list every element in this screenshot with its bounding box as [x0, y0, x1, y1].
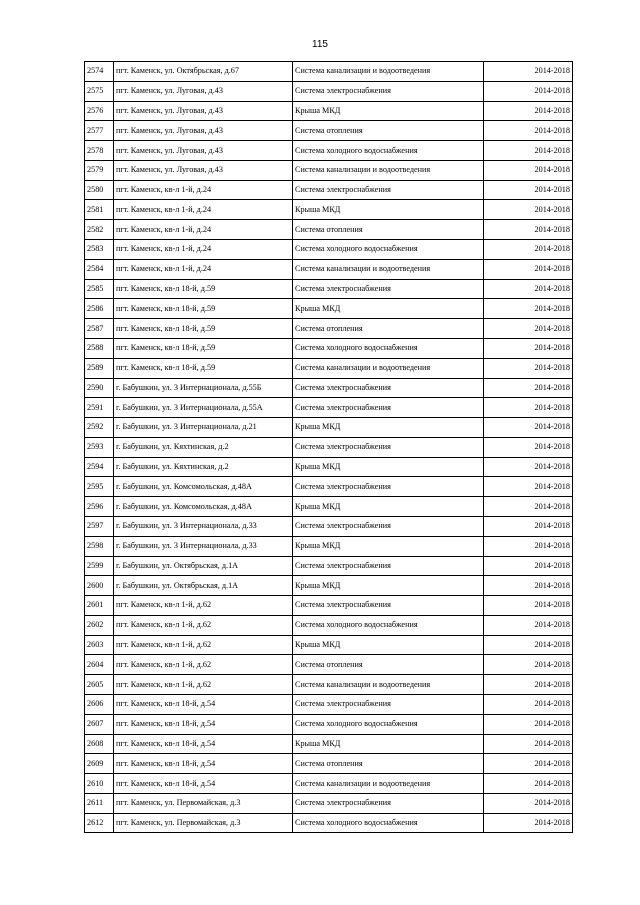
period-cell: 2014-2018 [484, 81, 573, 101]
address-cell: пгт. Каменск, кв-л 1-й, д.62 [114, 615, 293, 635]
address-cell: г. Бабушкин, ул. 3 Интернационала, д.33 [114, 516, 293, 536]
table-row [85, 576, 573, 596]
period-cell: 2014-2018 [484, 200, 573, 220]
period-cell: 2014-2018 [484, 774, 573, 794]
row-number: 2575 [85, 81, 114, 101]
table-row [85, 635, 573, 655]
system-cell: Система электроснабжения [293, 437, 484, 457]
table-row [85, 141, 573, 161]
table-row [85, 259, 573, 279]
page-number: 115 [312, 39, 328, 50]
address-cell: г. Бабушкин, ул. Октябрьская, д.1А [114, 576, 293, 596]
address-cell: г. Бабушкин, ул. 3 Интернационала, д.21 [114, 418, 293, 438]
system-cell: Система электроснабжения [293, 516, 484, 536]
period-cell: 2014-2018 [484, 596, 573, 616]
address-cell: г. Бабушкин, ул. Комсомольская, д.48А [114, 497, 293, 517]
address-cell: пгт. Каменск, кв-л 18-й, д.59 [114, 299, 293, 319]
table-row [85, 516, 573, 536]
registry-table-body [85, 62, 573, 833]
period-cell: 2014-2018 [484, 556, 573, 576]
period-cell: 2014-2018 [484, 734, 573, 754]
address-cell: г. Бабушкин, ул. 3 Интернационала, д.33 [114, 536, 293, 556]
period-cell: 2014-2018 [484, 378, 573, 398]
row-number: 2600 [85, 576, 114, 596]
table-row [85, 299, 573, 319]
table-row [85, 813, 573, 833]
table-row [85, 714, 573, 734]
address-cell: г. Бабушкин, ул. Комсомольская, д.48А [114, 477, 293, 497]
address-cell: пгт. Каменск, ул. Луговая, д.43 [114, 81, 293, 101]
row-number: 2599 [85, 556, 114, 576]
address-cell: пгт. Каменск, ул. Луговая, д.43 [114, 141, 293, 161]
table-row [85, 596, 573, 616]
row-number: 2607 [85, 714, 114, 734]
address-cell: пгт. Каменск, кв-л 18-й, д.59 [114, 338, 293, 358]
table-row [85, 615, 573, 635]
row-number: 2590 [85, 378, 114, 398]
table-row [85, 279, 573, 299]
address-cell: г. Бабушкин, ул. 3 Интернационала, д.55А [114, 398, 293, 418]
row-number: 2593 [85, 437, 114, 457]
system-cell: Система электроснабжения [293, 596, 484, 616]
row-number: 2581 [85, 200, 114, 220]
system-cell: Система электроснабжения [293, 279, 484, 299]
table-row [85, 200, 573, 220]
row-number: 2576 [85, 101, 114, 121]
system-cell: Система электроснабжения [293, 180, 484, 200]
period-cell: 2014-2018 [484, 121, 573, 141]
address-cell: пгт. Каменск, кв-л 1-й, д.24 [114, 259, 293, 279]
address-cell: пгт. Каменск, ул. Первомайская, д.3 [114, 793, 293, 813]
table-row [85, 81, 573, 101]
system-cell: Система электроснабжения [293, 793, 484, 813]
system-cell: Крыша МКД [293, 200, 484, 220]
row-number: 2601 [85, 596, 114, 616]
period-cell: 2014-2018 [484, 358, 573, 378]
system-cell: Система холодного водоснабжения [293, 338, 484, 358]
system-cell: Система канализации и водоотведения [293, 675, 484, 695]
period-cell: 2014-2018 [484, 695, 573, 715]
period-cell: 2014-2018 [484, 813, 573, 833]
row-number: 2589 [85, 358, 114, 378]
system-cell: Система отопления [293, 319, 484, 339]
period-cell: 2014-2018 [484, 754, 573, 774]
period-cell: 2014-2018 [484, 220, 573, 240]
row-number: 2585 [85, 279, 114, 299]
period-cell: 2014-2018 [484, 279, 573, 299]
address-cell: пгт. Каменск, ул. Луговая, д.43 [114, 101, 293, 121]
row-number: 2611 [85, 793, 114, 813]
row-number: 2579 [85, 160, 114, 180]
row-number: 2578 [85, 141, 114, 161]
period-cell: 2014-2018 [484, 101, 573, 121]
row-number: 2610 [85, 774, 114, 794]
table-row [85, 734, 573, 754]
row-number: 2586 [85, 299, 114, 319]
period-cell: 2014-2018 [484, 635, 573, 655]
address-cell: пгт. Каменск, ул. Луговая, д.43 [114, 121, 293, 141]
table-row [85, 497, 573, 517]
system-cell: Система отопления [293, 754, 484, 774]
period-cell: 2014-2018 [484, 457, 573, 477]
address-cell: пгт. Каменск, кв-л 18-й, д.54 [114, 695, 293, 715]
address-cell: пгт. Каменск, кв-л 1-й, д.62 [114, 675, 293, 695]
table-row [85, 793, 573, 813]
table-row [85, 418, 573, 438]
table-row [85, 319, 573, 339]
system-cell: Крыша МКД [293, 101, 484, 121]
period-cell: 2014-2018 [484, 497, 573, 517]
system-cell: Крыша МКД [293, 457, 484, 477]
row-number: 2598 [85, 536, 114, 556]
system-cell: Система канализации и водоотведения [293, 259, 484, 279]
system-cell: Система канализации и водоотведения [293, 358, 484, 378]
row-number: 2597 [85, 516, 114, 536]
period-cell: 2014-2018 [484, 793, 573, 813]
row-number: 2588 [85, 338, 114, 358]
table-row [85, 457, 573, 477]
address-cell: пгт. Каменск, кв-л 18-й, д.54 [114, 754, 293, 774]
address-cell: пгт. Каменск, кв-л 1-й, д.24 [114, 200, 293, 220]
system-cell: Система электроснабжения [293, 81, 484, 101]
period-cell: 2014-2018 [484, 141, 573, 161]
row-number: 2606 [85, 695, 114, 715]
period-cell: 2014-2018 [484, 240, 573, 260]
address-cell: пгт. Каменск, ул. Октябрьская, д.67 [114, 62, 293, 82]
period-cell: 2014-2018 [484, 319, 573, 339]
table-row [85, 556, 573, 576]
table-row [85, 437, 573, 457]
system-cell: Система канализации и водоотведения [293, 62, 484, 82]
row-number: 2577 [85, 121, 114, 141]
system-cell: Система электроснабжения [293, 398, 484, 418]
system-cell: Система холодного водоснабжения [293, 615, 484, 635]
row-number: 2612 [85, 813, 114, 833]
system-cell: Крыша МКД [293, 536, 484, 556]
period-cell: 2014-2018 [484, 418, 573, 438]
table-row [85, 121, 573, 141]
table-row [85, 358, 573, 378]
address-cell: г. Бабушкин, ул. 3 Интернационала, д.55Б [114, 378, 293, 398]
address-cell: г. Бабушкин, ул. Октябрьская, д.1А [114, 556, 293, 576]
table-row [85, 774, 573, 794]
address-cell: пгт. Каменск, кв-л 18-й, д.59 [114, 279, 293, 299]
table-row [85, 378, 573, 398]
address-cell: пгт. Каменск, кв-л 18-й, д.54 [114, 714, 293, 734]
row-number: 2609 [85, 754, 114, 774]
table-row [85, 62, 573, 82]
system-cell: Крыша МКД [293, 299, 484, 319]
period-cell: 2014-2018 [484, 516, 573, 536]
row-number: 2587 [85, 319, 114, 339]
period-cell: 2014-2018 [484, 160, 573, 180]
address-cell: г. Бабушкин, ул. Кяхтинская, д.2 [114, 437, 293, 457]
period-cell: 2014-2018 [484, 615, 573, 635]
address-cell: пгт. Каменск, кв-л 18-й, д.59 [114, 358, 293, 378]
row-number: 2591 [85, 398, 114, 418]
period-cell: 2014-2018 [484, 398, 573, 418]
row-number: 2582 [85, 220, 114, 240]
table-row [85, 655, 573, 675]
system-cell: Система электроснабжения [293, 378, 484, 398]
row-number: 2602 [85, 615, 114, 635]
table-row [85, 160, 573, 180]
period-cell: 2014-2018 [484, 259, 573, 279]
row-number: 2608 [85, 734, 114, 754]
row-number: 2580 [85, 180, 114, 200]
table-row [85, 477, 573, 497]
address-cell: пгт. Каменск, кв-л 1-й, д.24 [114, 220, 293, 240]
table-row [85, 536, 573, 556]
row-number: 2604 [85, 655, 114, 675]
system-cell: Система канализации и водоотведения [293, 160, 484, 180]
table-row [85, 338, 573, 358]
system-cell: Система холодного водоснабжения [293, 813, 484, 833]
address-cell: г. Бабушкин, ул. Кяхтинская, д.2 [114, 457, 293, 477]
address-cell: пгт. Каменск, кв-л 1-й, д.62 [114, 596, 293, 616]
table-row [85, 101, 573, 121]
system-cell: Крыша МКД [293, 635, 484, 655]
row-number: 2596 [85, 497, 114, 517]
row-number: 2605 [85, 675, 114, 695]
system-cell: Система канализации и водоотведения [293, 774, 484, 794]
system-cell: Система отопления [293, 220, 484, 240]
table-row [85, 180, 573, 200]
row-number: 2603 [85, 635, 114, 655]
row-number: 2595 [85, 477, 114, 497]
period-cell: 2014-2018 [484, 536, 573, 556]
address-cell: пгт. Каменск, ул. Первомайская, д.3 [114, 813, 293, 833]
table-row [85, 398, 573, 418]
period-cell: 2014-2018 [484, 180, 573, 200]
address-cell: пгт. Каменск, кв-л 18-й, д.54 [114, 734, 293, 754]
period-cell: 2014-2018 [484, 62, 573, 82]
table-row [85, 695, 573, 715]
system-cell: Крыша МКД [293, 576, 484, 596]
table-row [85, 754, 573, 774]
period-cell: 2014-2018 [484, 655, 573, 675]
row-number: 2584 [85, 259, 114, 279]
address-cell: пгт. Каменск, кв-л 1-й, д.24 [114, 180, 293, 200]
period-cell: 2014-2018 [484, 675, 573, 695]
period-cell: 2014-2018 [484, 576, 573, 596]
row-number: 2583 [85, 240, 114, 260]
system-cell: Система отопления [293, 655, 484, 675]
system-cell: Крыша МКД [293, 734, 484, 754]
address-cell: пгт. Каменск, кв-л 1-й, д.24 [114, 240, 293, 260]
system-cell: Система электроснабжения [293, 556, 484, 576]
system-cell: Крыша МКД [293, 418, 484, 438]
system-cell: Система электроснабжения [293, 695, 484, 715]
system-cell: Система холодного водоснабжения [293, 141, 484, 161]
table-row [85, 240, 573, 260]
row-number: 2594 [85, 457, 114, 477]
registry-table [84, 61, 573, 833]
period-cell: 2014-2018 [484, 477, 573, 497]
period-cell: 2014-2018 [484, 714, 573, 734]
period-cell: 2014-2018 [484, 437, 573, 457]
row-number: 2592 [85, 418, 114, 438]
address-cell: пгт. Каменск, кв-л 18-й, д.54 [114, 774, 293, 794]
table-row [85, 220, 573, 240]
system-cell: Система электроснабжения [293, 477, 484, 497]
address-cell: пгт. Каменск, ул. Луговая, д.43 [114, 160, 293, 180]
system-cell: Система холодного водоснабжения [293, 240, 484, 260]
address-cell: пгт. Каменск, кв-л 1-й, д.62 [114, 635, 293, 655]
system-cell: Крыша МКД [293, 497, 484, 517]
system-cell: Система холодного водоснабжения [293, 714, 484, 734]
period-cell: 2014-2018 [484, 299, 573, 319]
address-cell: пгт. Каменск, кв-л 18-й, д.59 [114, 319, 293, 339]
address-cell: пгт. Каменск, кв-л 1-й, д.62 [114, 655, 293, 675]
period-cell: 2014-2018 [484, 338, 573, 358]
row-number: 2574 [85, 62, 114, 82]
system-cell: Система отопления [293, 121, 484, 141]
table-row [85, 675, 573, 695]
